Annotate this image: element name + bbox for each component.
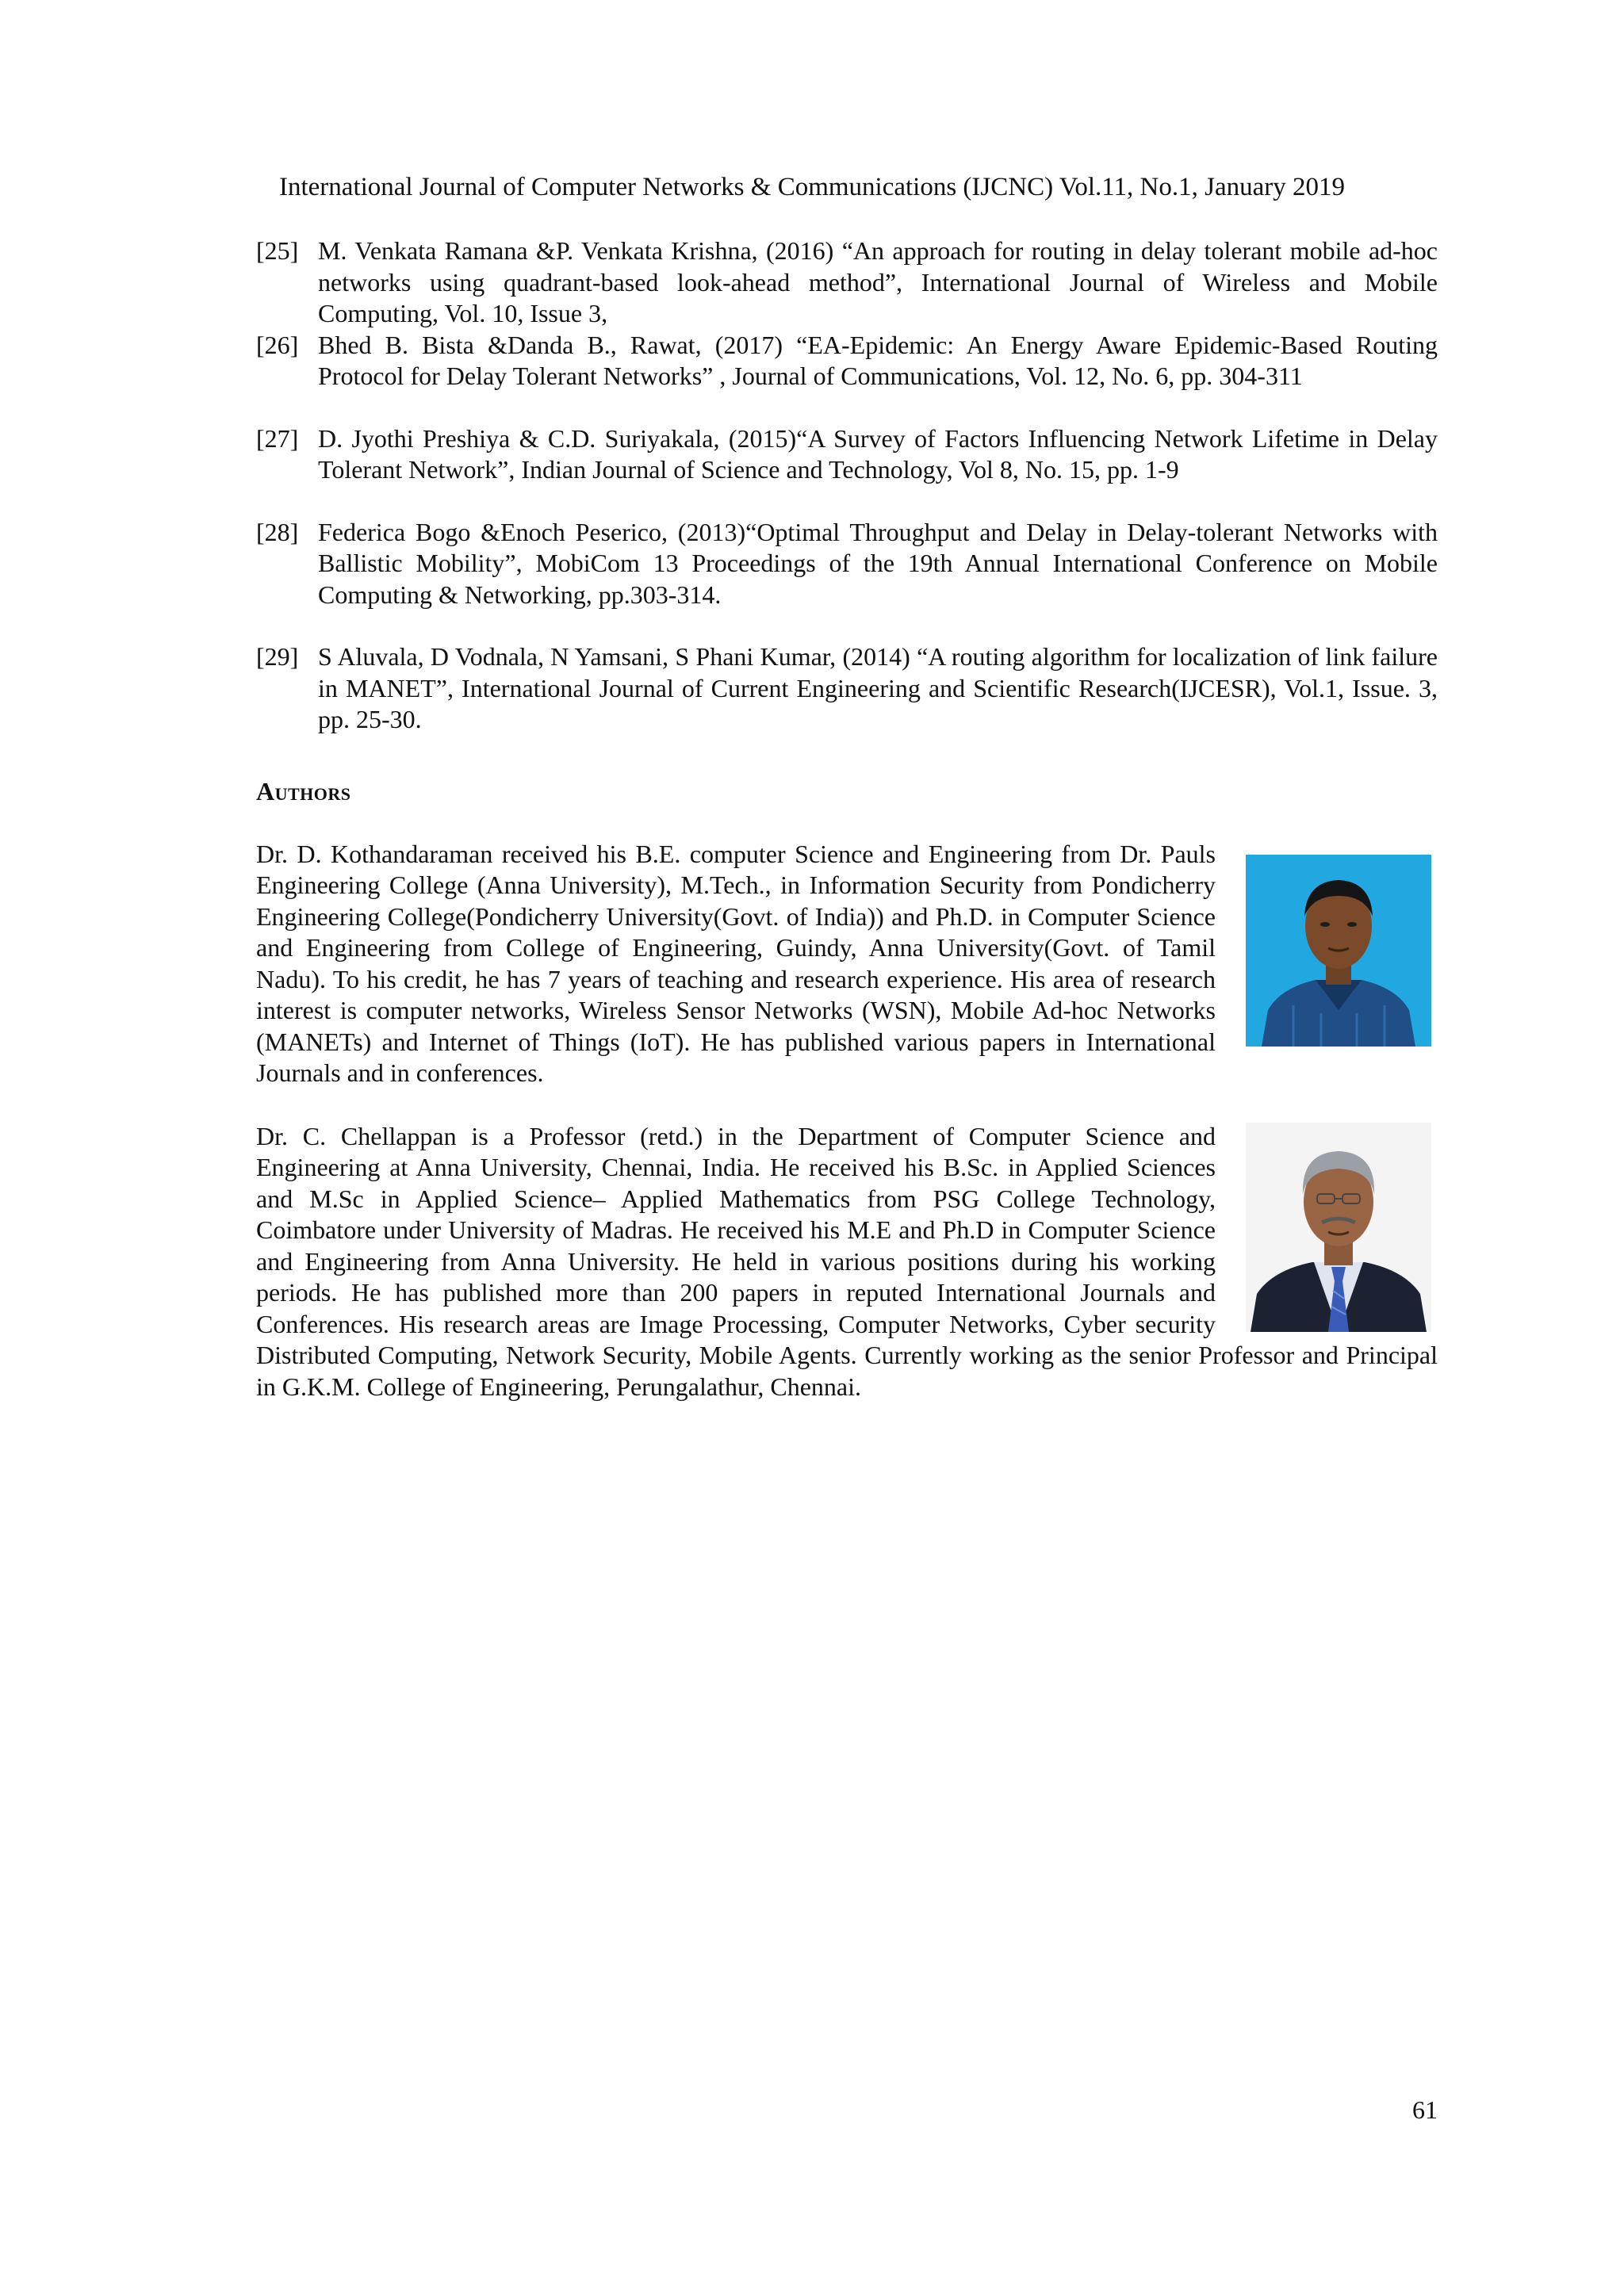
author-portrait-image <box>1246 1123 1431 1332</box>
reference-item <box>256 641 1438 736</box>
author-bio-kothandaraman <box>256 839 1438 1089</box>
reference-text: Federica Bogo &Enoch Peserico, (2013)“Optimal Throughput and Delay in Delay-tolerant Networks with Ballistic Mobility”, MobiCom 13 Proceedings of the 19th Annual International Conference on Mobile Computing & Networking, pp.303-314. <box>318 517 1438 609</box>
page-content <box>256 235 1438 1402</box>
reference-item <box>256 330 1438 392</box>
reference-number: [26] <box>256 330 299 359</box>
reference-number: [25] <box>256 236 299 265</box>
reference-number: [27] <box>256 423 299 453</box>
reference-text: Bhed B. Bista &Danda B., Rawat, (2017) “EA-Epidemic: An Energy Aware Epidemic-Based Routing Protocol for Delay Tolerant Networks” , Journal of Communications, Vol. 12, No. 6, pp. 304-311 <box>318 330 1438 390</box>
running-header: International Journal of Computer Networks & Communications (IJCNC) Vol.11, No.1, January 2019 <box>279 173 1345 201</box>
page-number: 61 <box>1412 2095 1438 2124</box>
author-photo <box>1246 855 1431 1047</box>
reference-number: [28] <box>256 517 299 546</box>
reference-item <box>256 517 1438 611</box>
reference-number: [29] <box>256 642 299 671</box>
author-bio-chellappan <box>256 1121 1438 1403</box>
author-bio-text: Dr. C. Chellappan is a Professor (retd.) in the Department of Computer Science and Engineering at Anna University, Chennai, India. He received his B.Sc. in Applied Sciences and M.Sc in Applied Science– Applied Mathematics from PSG College Technology, Coimbatore under University of Madras. He received his M.E and Ph.D in Computer Science and Engineering from Anna University. He held in various positions during his working periods. He has published more than 200 papers in reputed International Journals and Conferences. His research areas are Image Processing, Computer Networks, Cyber security Distributed Computing, Network Security, Mobile Agents. Currently working as the senior Professor and Principal in G.K.M. College of Engineering, Perungalathur, Chennai. <box>256 1121 1438 1401</box>
author-portrait-image <box>1246 855 1431 1047</box>
author-photo <box>1246 1123 1431 1332</box>
reference-item <box>256 423 1438 486</box>
reference-item <box>256 235 1438 330</box>
reference-text: M. Venkata Ramana &P. Venkata Krishna, (2016) “An approach for routing in delay tolerant mobile ad-hoc networks using quadrant-based look-ahead method”, International Journal of Wireless and Mobile Computing, Vol. 10, Issue 3, <box>318 236 1438 327</box>
authors-heading: Authors <box>256 776 351 806</box>
reference-text: D. Jyothi Preshiya & C.D. Suriyakala, (2015)“A Survey of Factors Influencing Network Lifetime in Delay Tolerant Network”, Indian Journal of Science and Technology, Vol 8, No. 15, pp. 1-9 <box>318 423 1438 484</box>
reference-list <box>256 235 1438 736</box>
reference-text: S Aluvala, D Vodnala, N Yamsani, S Phani Kumar, (2014) “A routing algorithm for localization of link failure in MANET”, International Journal of Current Engineering and Scientific Research(IJCESR), Vol.1, Issue. 3, pp. 25-30. <box>318 642 1438 733</box>
author-bio-text: Dr. D. Kothandaraman received his B.E. computer Science and Engineering from Dr. Pauls Engineering College (Anna University), M.Tech., in Information Security from Pondicherry Engineering College(Pondicherry University(Govt. of India)) and Ph.D. in Computer Science and Engineering from College of Engineering, Guindy, Anna University(Govt. of Tamil Nadu). To his credit, he has 7 years of teaching and research experience. His area of research interest is computer networks, Wireless Sensor Networks (WSN), Mobile Ad-hoc Networks (MANETs) and Internet of Things (IoT). He has published various papers in International Journals and in conferences. <box>256 839 1216 1087</box>
